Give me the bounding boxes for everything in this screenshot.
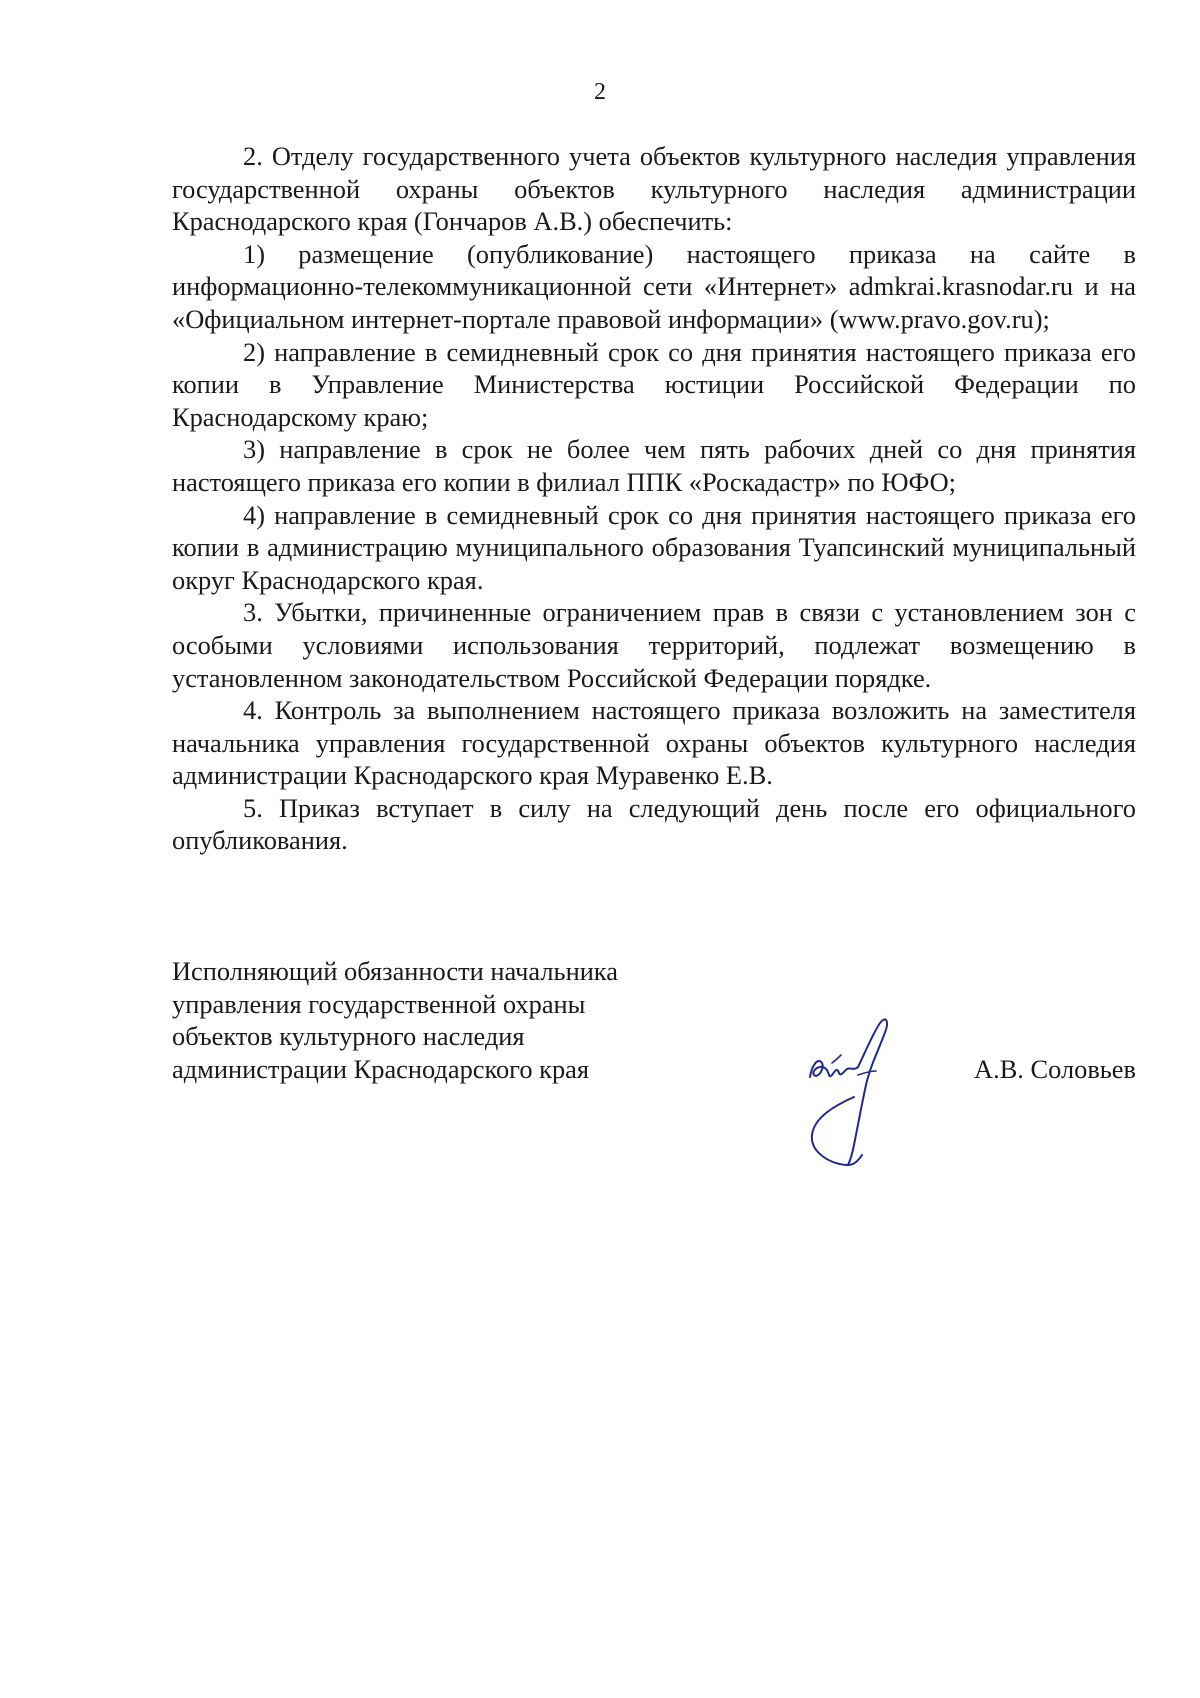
signatory-title xyxy=(172,955,692,1085)
paragraph-item-5: 5. Приказ вступает в силу на следующий день после его официального опубликования. xyxy=(172,792,1136,856)
signatory-name: А.В. Соловьев xyxy=(974,1053,1136,1084)
paragraph-item-4: 4. Контроль за выполнением настоящего приказа возложить на заместителя начальника управления государственной охраны объектов культурного наследия администрации Краснодарского края Муравенко Е.В. xyxy=(172,695,1136,791)
signatory-title-line: объектов культурного наследия xyxy=(172,1021,525,1052)
signatory-title-line: управления государственной охраны xyxy=(172,988,586,1019)
signatory-title-line: администрации Краснодарского края xyxy=(172,1053,589,1084)
paragraph-item-2: 2. Отделу государственного учета объектов культурного наследия управления государственной охраны объектов культурного наследия администрации Краснодарского края (Гончаров А.В.) обеспечить: xyxy=(172,141,1136,237)
paragraph-subitem-3: 3) направление в срок не более чем пять рабочих дней со дня принятия настоящего приказа его копии в филиал ППК «Роскадастр» по ЮФО; xyxy=(172,434,1136,497)
page-number: 2 xyxy=(594,79,606,105)
paragraph-subitem-1: 1) размещение (опубликование) настоящего приказа на сайте в информационно-телекоммуникационной сети «Интернет» admkrai.krasnodar.ru и на «Официальном интернет-портале правовой информации» (www.pravo.gov.ru); xyxy=(172,238,1136,334)
paragraph-subitem-4: 4) направление в семидневный срок со дня принятия настоящего приказа его копии в администрацию муниципального образования Туапсинский муниципальный округ Краснодарского края. xyxy=(172,499,1136,595)
paragraph-item-3: 3. Убытки, причиненные ограничением прав в связи с установлением зон с особыми условиями использования территорий, подлежат возмещению в установленном законодательством Российской Федерации порядке. xyxy=(172,597,1136,693)
paragraph-subitem-2: 2) направление в семидневный срок со дня принятия настоящего приказа его копии в Управление Министерства юстиции Российской Федерации по Краснодарскому краю; xyxy=(172,336,1136,432)
handwritten-signature xyxy=(792,1005,912,1175)
document-body xyxy=(172,140,1136,857)
signature-block xyxy=(172,955,1136,1185)
signatory-title-line: Исполняющий обязанности начальника xyxy=(172,956,618,986)
